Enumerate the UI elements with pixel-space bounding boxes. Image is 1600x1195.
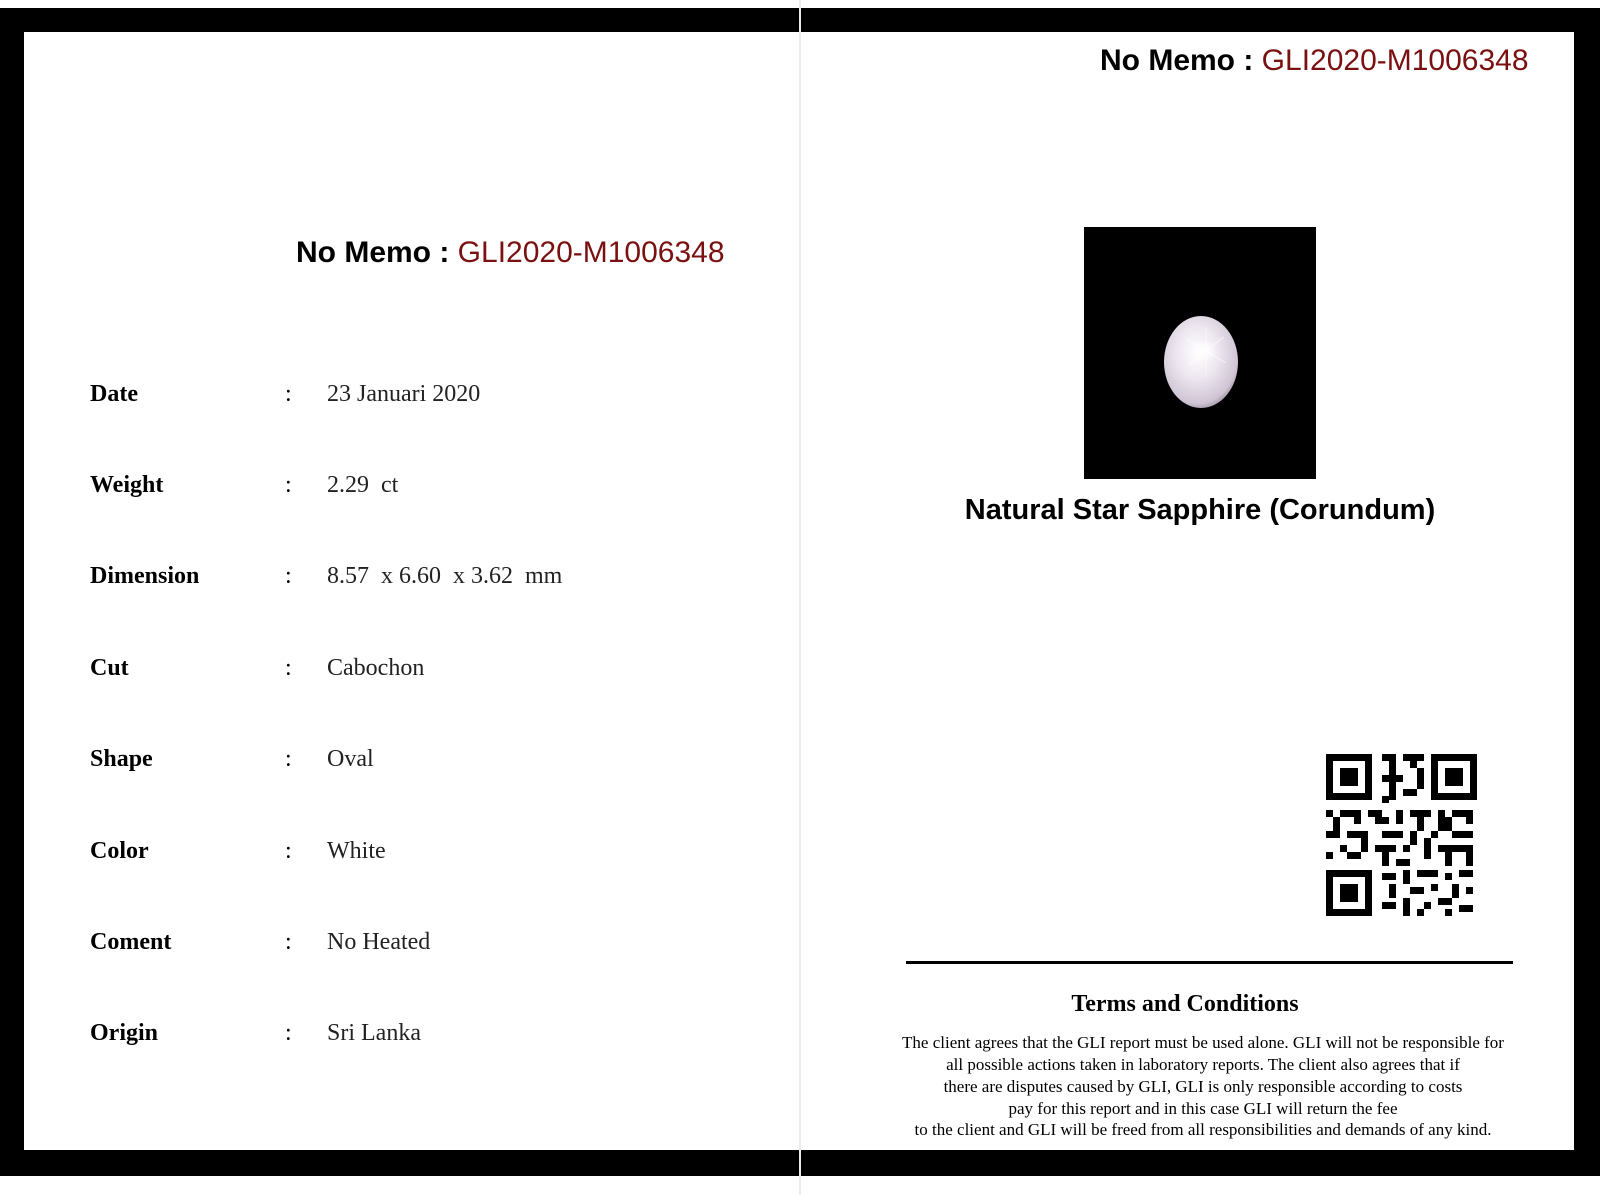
- detail-separator: :: [285, 381, 292, 407]
- gemstone-photo: [1084, 227, 1316, 479]
- detail-separator: :: [285, 838, 292, 864]
- gemstone-image: [1084, 227, 1316, 479]
- memo-label: No Memo :: [1100, 44, 1254, 77]
- detail-value: Oval: [327, 746, 374, 772]
- detail-key: Coment: [90, 929, 172, 955]
- detail-separator: :: [285, 472, 292, 498]
- frame-left-border: [0, 8, 24, 1176]
- terms-line: all possible actions taken in laboratory reports. The client also agrees that if: [946, 1055, 1460, 1074]
- detail-key: Dimension: [90, 563, 200, 589]
- memo-value: GLI2020-M1006348: [1261, 44, 1529, 77]
- detail-key: Origin: [90, 1020, 159, 1046]
- detail-value: Cabochon: [327, 655, 425, 681]
- detail-value: Sri Lanka: [327, 1020, 421, 1046]
- detail-value: 8.57 x 6.60 x 3.62 mm: [327, 563, 563, 589]
- gemstone-title: Natural Star Sapphire (Corundum): [964, 494, 1436, 526]
- detail-key: Color: [90, 838, 149, 864]
- detail-row-color: [90, 838, 730, 878]
- detail-row-date: [90, 381, 730, 421]
- qr-code-graphic: [1326, 754, 1477, 916]
- terms-line: The client agrees that the GLI report must be used alone. GLI will not be responsible for: [902, 1033, 1504, 1052]
- frame-right-border: [1574, 8, 1600, 1176]
- detail-value: White: [327, 838, 386, 864]
- terms-line: to the client and GLI will be freed from all responsibilities and demands of any kind.: [914, 1120, 1492, 1139]
- detail-separator: :: [285, 746, 292, 772]
- detail-row-cut: [90, 655, 730, 695]
- memo-number-right: [1100, 44, 1529, 78]
- detail-row-origin: [90, 1020, 730, 1060]
- detail-value: 2.29 ct: [327, 472, 399, 498]
- qr-code-icon: [1326, 754, 1477, 916]
- terms-divider-line: [906, 961, 1513, 964]
- detail-value: 23 Januari 2020: [327, 381, 481, 407]
- detail-key: Date: [90, 381, 138, 407]
- detail-key: Cut: [90, 655, 129, 681]
- memo-label: No Memo :: [296, 236, 450, 269]
- detail-separator: :: [285, 1020, 292, 1046]
- memo-number-left: [296, 236, 725, 270]
- terms-title: Terms and Conditions: [1071, 991, 1299, 1017]
- memo-value: GLI2020-M1006348: [457, 236, 725, 269]
- page-fold-divider: [799, 0, 801, 1195]
- terms-line: there are disputes caused by GLI, GLI is only responsible according to costs: [943, 1077, 1463, 1096]
- detail-separator: :: [285, 655, 292, 681]
- detail-key: Weight: [90, 472, 164, 498]
- detail-row-weight: [90, 472, 730, 512]
- detail-key: Shape: [90, 746, 153, 772]
- terms-line: pay for this report and in this case GLI will return the fee: [1008, 1099, 1398, 1118]
- detail-value: No Heated: [327, 929, 431, 955]
- detail-separator: :: [285, 563, 292, 589]
- detail-separator: :: [285, 929, 292, 955]
- detail-row-shape: [90, 746, 730, 786]
- detail-row-coment: [90, 929, 730, 969]
- detail-row-dimension: [90, 563, 730, 603]
